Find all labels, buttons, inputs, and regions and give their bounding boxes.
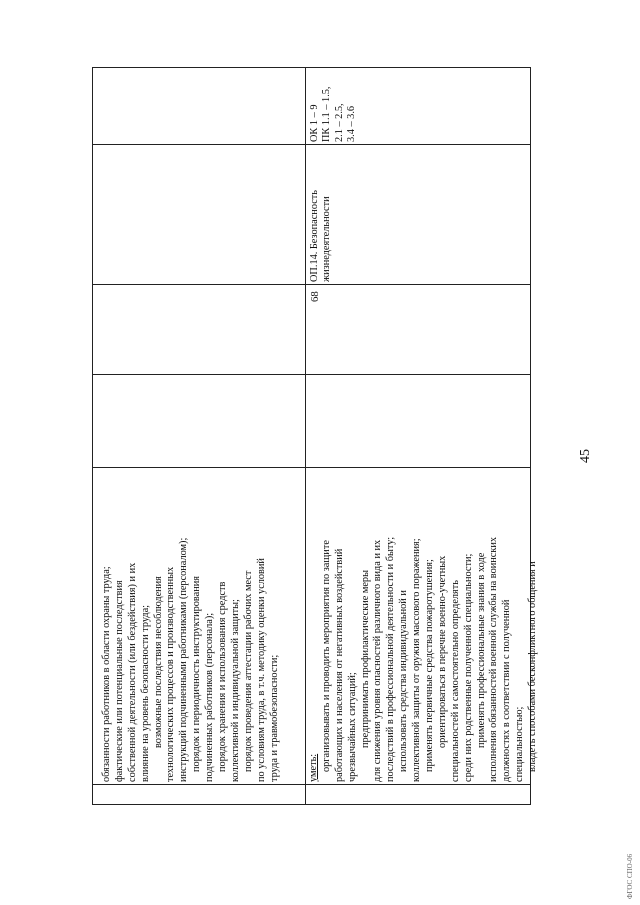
hours-value: 68 [309, 291, 321, 302]
text-line: применять профессиональные знания в ходе [475, 552, 487, 748]
discipline-line: ОП.14. Безопасность [309, 190, 320, 282]
text-line: порядок хранения и использования средств [217, 581, 229, 772]
text-line: фактические или потенциальные последствия [113, 580, 125, 782]
discipline-cell [309, 148, 334, 282]
table-left-border [92, 804, 531, 805]
column-divider [92, 144, 531, 145]
row2-skills-cell [308, 470, 539, 782]
text-line: работающих и населения от негативных воздействий [333, 548, 345, 782]
page-number: 45 [578, 449, 593, 463]
row-divider [305, 68, 306, 805]
text-line: порядок проведения аттестации рабочих мест [242, 570, 254, 772]
text-line: должностях в соответствии с полученной [501, 599, 513, 782]
text-line: предпринимать профилактические меры [359, 569, 371, 748]
competence-line: ПК 1.1 – 1.5, [321, 86, 333, 142]
text-line: специальностью; [514, 706, 526, 782]
text-line: для снижения уровня опасностей различного вида и их [372, 539, 384, 782]
table-right-border [92, 67, 531, 68]
text-line: организовывать и проводить мероприятия по защите [320, 540, 332, 772]
text-line: коллективной защиты от оружия массового поражения; [411, 538, 423, 782]
competence-line: 2.1 – 2.5, [333, 103, 345, 142]
text-line: обязанности работников в области охраны труда; [101, 566, 112, 782]
column-divider [92, 374, 531, 375]
competence-line: 3.4 – 3.6 [346, 105, 358, 142]
text-line: труда и травмобезопасности; [268, 654, 280, 782]
row1-knowledge-cell [101, 470, 303, 782]
text-line: ориентироваться в перечне военно-учетных [436, 555, 448, 748]
text-line: порядок и периодичность инструктирования [191, 576, 203, 772]
text-line: применять первичные средства пожаротушения; [424, 559, 436, 772]
text-line: чрезвычайных ситуаций; [346, 672, 358, 782]
column-divider [92, 784, 531, 785]
text-line: возможные последствия несоблюдения [152, 576, 164, 748]
text-line: собственной деятельности (или бездействия) и их [126, 562, 138, 782]
text-line: технологических процессов и производственных [165, 566, 177, 782]
footer-code: ФГОС СПО-06 [626, 853, 634, 899]
column-divider [92, 467, 531, 468]
competences-cell [309, 70, 359, 142]
text-line: коллективной и индивидуальной защиты; [229, 599, 241, 782]
table-top-border [92, 68, 93, 805]
text-line: владеть способами бесконфликтного общения и [527, 561, 539, 772]
text-line: специальностей и самостоятельно определять [449, 580, 461, 782]
text-line: по условиям труда, в т.ч. методику оценки условий [255, 558, 267, 782]
competence-line: ОК 1 – 9 [309, 104, 320, 142]
text-line: использовать средства индивидуальной и [398, 590, 410, 772]
text-line: среди них родственные полученной специальности; [462, 553, 474, 782]
text-line: исполнения обязанностей военной службы на воинских [488, 537, 500, 782]
text-line: последствий в профессиональной деятельности и быту; [385, 536, 397, 782]
text-line: влияние на уровень безопасности труда; [139, 604, 151, 782]
column-divider [92, 284, 531, 285]
text-line: инструкций подчиненными работниками (персоналом); [178, 537, 190, 782]
discipline-line: жизнедеятельности [321, 196, 333, 282]
text-line: подчиненных работников (персонала); [204, 612, 216, 782]
section-heading: уметь: [308, 753, 319, 782]
